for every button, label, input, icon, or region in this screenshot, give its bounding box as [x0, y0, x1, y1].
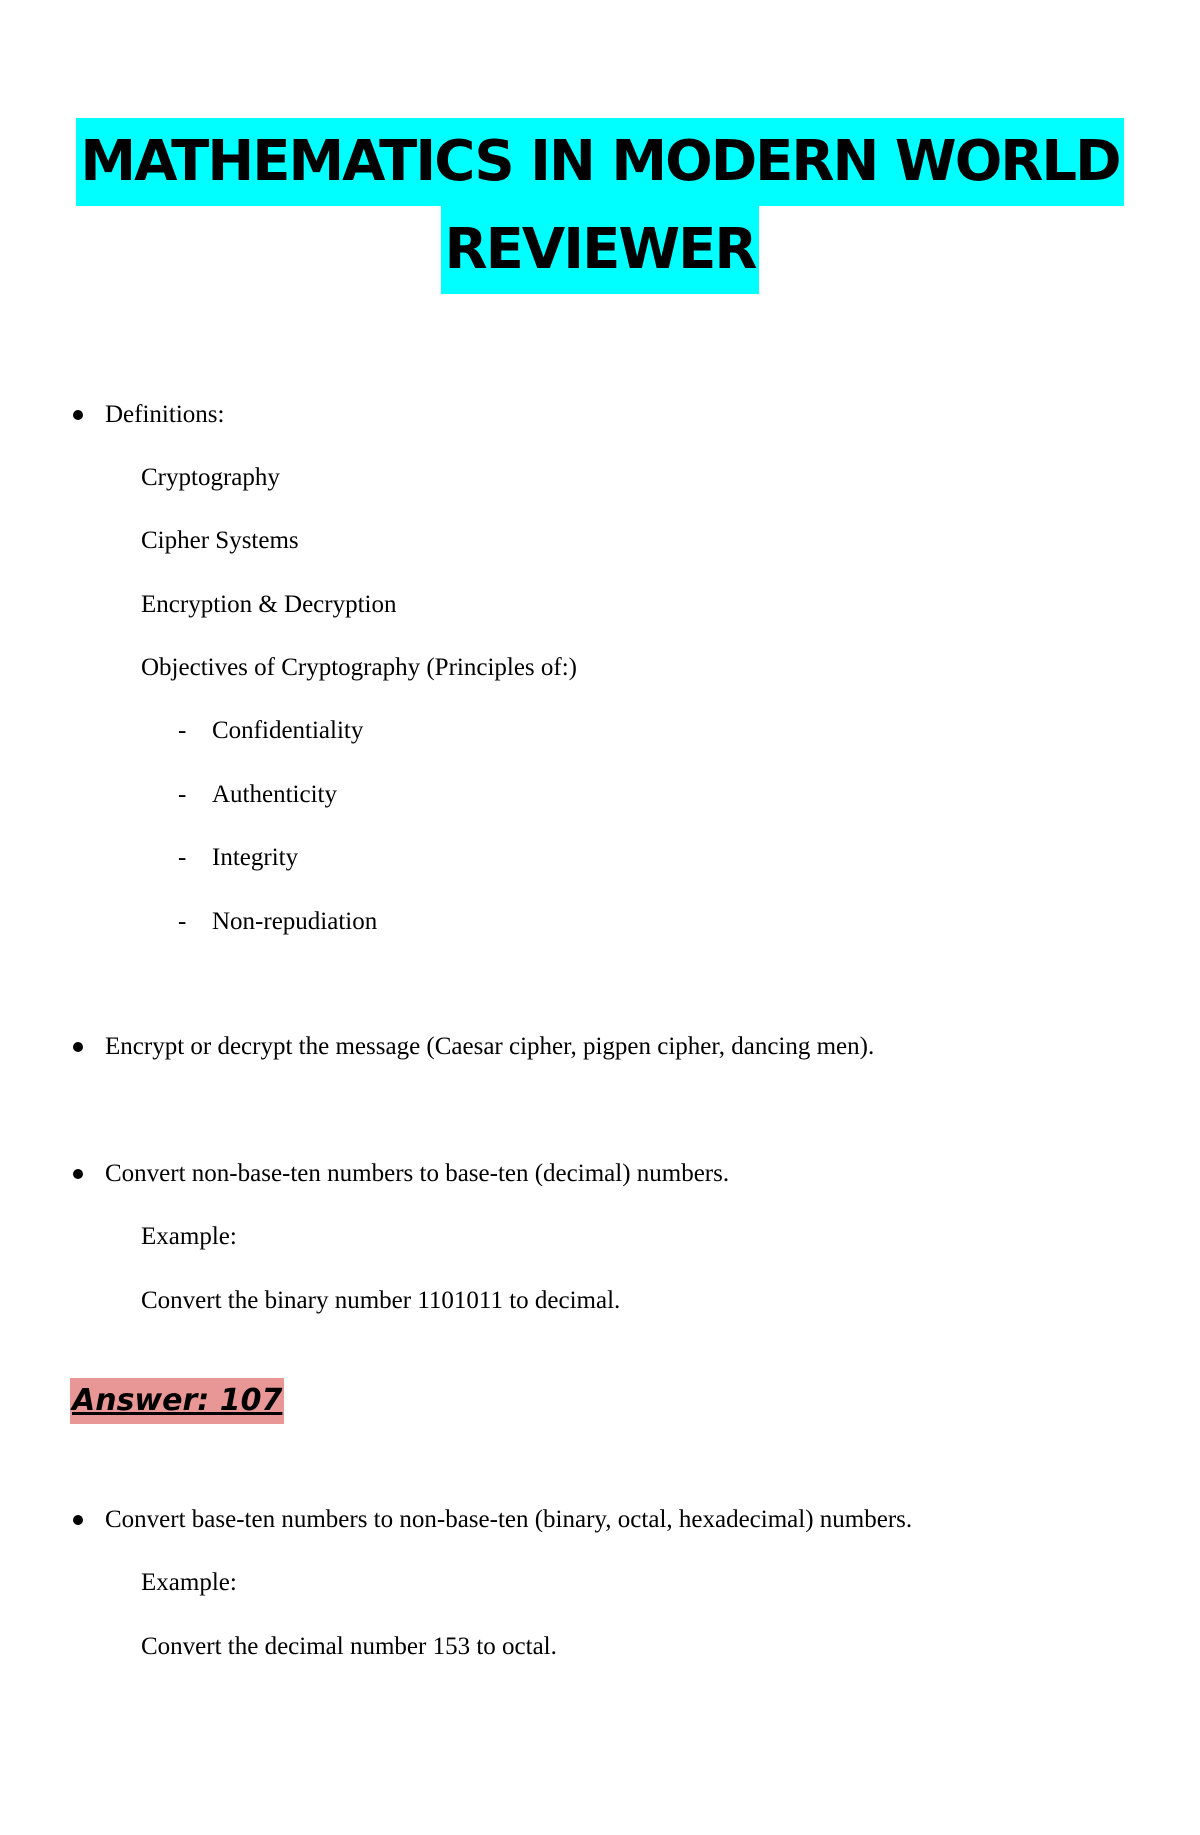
definition-item: Encryption & Decryption	[141, 591, 397, 618]
bullet-encrypt: Encrypt or decrypt the message (Caesar cipher, pigpen cipher, dancing men).	[105, 1033, 875, 1060]
example-label: Example:	[141, 1223, 237, 1250]
definition-item: Objectives of Cryptography (Principles of:)	[141, 654, 578, 681]
bullet-convert-from-decimal: Convert base-ten numbers to non-base-ten (binary, octal, hexadecimal) numbers.	[105, 1506, 913, 1533]
definition-item: Cryptography	[141, 464, 280, 491]
example-text: Convert the decimal number 153 to octal.	[141, 1633, 557, 1660]
dash-marker: -	[178, 908, 187, 935]
example-text: Convert the binary number 1101011 to decimal.	[141, 1287, 621, 1314]
bullet-icon	[73, 410, 83, 420]
bullet-icon	[73, 1515, 83, 1525]
bullet-icon	[73, 1169, 83, 1179]
principle-item: Non-repudiation	[212, 908, 378, 935]
bullet-definitions: Definitions:	[105, 401, 225, 428]
dash-marker: -	[178, 844, 187, 871]
principle-item: Confidentiality	[212, 717, 364, 744]
example-label: Example:	[141, 1569, 237, 1596]
title-line-2: REVIEWER	[441, 206, 760, 294]
title-line-1: MATHEMATICS IN MODERN WORLD	[76, 118, 1123, 206]
definition-item: Cipher Systems	[141, 527, 299, 554]
principle-item: Authenticity	[212, 781, 337, 808]
dash-marker: -	[178, 781, 187, 808]
principle-item: Integrity	[212, 844, 299, 871]
dash-marker: -	[178, 717, 187, 744]
bullet-icon	[73, 1042, 83, 1052]
document-title	[0, 118, 1200, 294]
answer-highlight: Answer: 107	[70, 1378, 284, 1424]
bullet-convert-to-decimal: Convert non-base-ten numbers to base-ten (decimal) numbers.	[105, 1160, 730, 1187]
